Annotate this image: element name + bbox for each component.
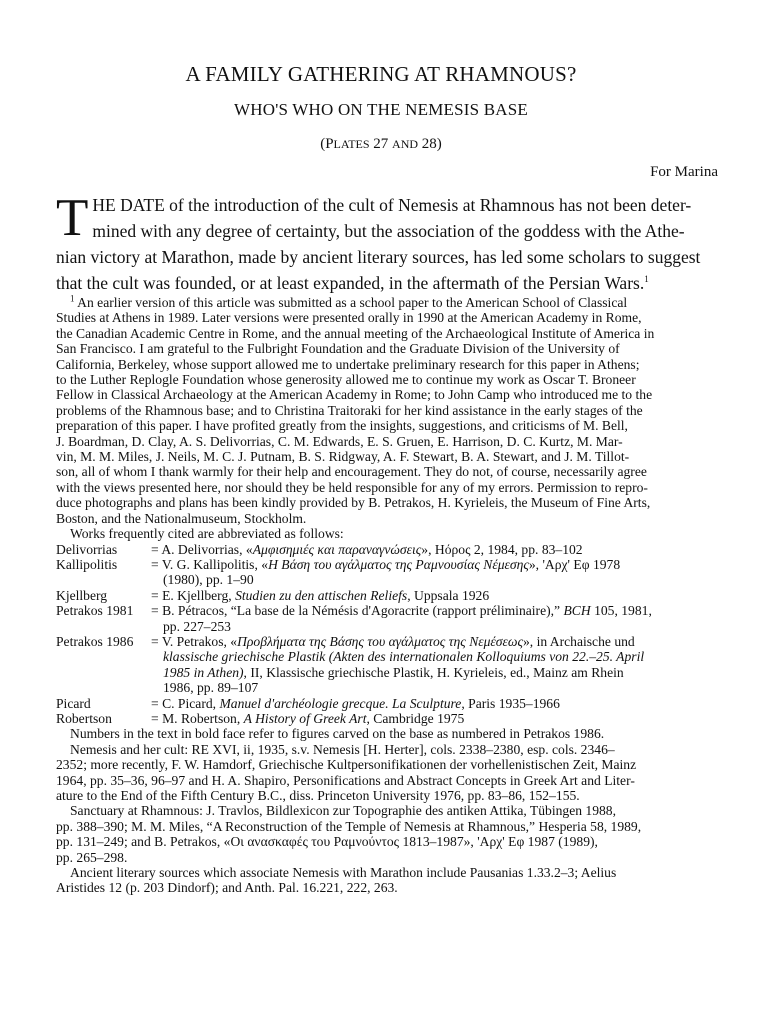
abbreviation-row [56, 696, 712, 711]
dedication: For Marina [650, 164, 718, 180]
footnote-line: preparation of this paper. I have profited greatly from the insights, suggestions, and criticisms of M. Bell, [56, 418, 628, 434]
footnote-paragraph-line: 1964, pp. 35–36, 96–97 and H. A. Shapiro, Personifications and Abstract Concepts in Greek Art and Liter- [56, 772, 635, 788]
intro-line-1: HE DATE of the introduction of the cult of Nemesis at Rhamnous has not been deter- [92, 195, 692, 215]
intro-line-4-text: that the cult was founded, or at least expanded, in the aftermath of the Persian Wars. [56, 273, 645, 293]
intro-line-2: mined with any degree of certainty, but the association of the goddess with the Athe- [92, 221, 685, 241]
abbreviation-row [56, 588, 712, 603]
abbreviation-italic: Η Βάση του αγάλματος της Ραμνουσίας Νέμεσης [268, 556, 529, 572]
abbreviation-italic: Manuel d'archéologie grecque. La Sculpture [219, 695, 462, 711]
plates-number-2: 28) [418, 136, 442, 152]
footnote-paragraph-line: 2352; more recently, F. W. Hamdorf, Griechische Kultpersonifikationen der vorhellenistischen Zeit, Mainz [56, 757, 637, 773]
abbreviation-text: , Cambridge 1975 [366, 710, 465, 726]
abbreviation-text: = C. Picard, [151, 695, 220, 711]
footnote-paragraph-line: Sanctuary at Rhamnous: J. Travlos, Bildlexicon zur Topographie des antiken Attika, Tübingen 1988, [70, 803, 617, 819]
abbreviation-row [56, 603, 712, 618]
abbreviation-value [151, 588, 712, 603]
abbreviation-value [151, 572, 712, 587]
footnote-paragraph-line: pp. 265–298. [56, 849, 128, 865]
abbreviation-italic: A History of Greek Art [243, 710, 367, 726]
plates-prefix: (P [320, 136, 334, 152]
abbreviation-text: = V. G. Kallipolitis, « [151, 556, 269, 572]
abbreviation-key [56, 619, 151, 634]
abbreviation-text: , II, Klassische griechische Plastik, H. Kyrieleis, ed., Mainz am Rhein [243, 664, 624, 680]
abbreviation-text: , Paris 1935–1966 [461, 695, 560, 711]
abbreviation-key: Petrakos 1981 [56, 603, 134, 619]
abbreviation-value [151, 634, 712, 649]
abbreviation-row [56, 619, 712, 634]
footnote-paragraph-line: pp. 131–249; and B. Petrakos, «Οι ανασκαφές του Ραμνούντος 1813–1987», 'Αρχ' Εφ 1987 (1989), [56, 834, 598, 850]
abbreviation-key [56, 665, 151, 680]
abbreviation-italic: 1985 in Athen) [163, 664, 244, 680]
footnote-paragraph-line: ature to the End of the Fifth Century B.C., diss. Princeton University 1976, pp. 83–86, 152–155. [56, 788, 580, 803]
footnote-line: problems of the Rhamnous base; and to Christina Traitoraki for her kind assistance in the early stages of the [56, 402, 643, 418]
abbreviation-italic: Προβλήματα της Βάσης του αγάλματος της Νεμέσεως [237, 633, 523, 649]
abbreviation-key [56, 649, 151, 664]
abbreviation-value [151, 542, 712, 557]
abbreviation-key: Kallipolitis [56, 556, 118, 572]
footnote-line: duce photographs and plans has been kindly provided by B. Petrakos, H. Kyrieleis, the Museum of Fine Arts, [56, 495, 651, 511]
plates-reference [0, 136, 762, 153]
drop-cap: T [56, 189, 89, 247]
abbreviation-row [56, 542, 712, 557]
footnote-paragraph-line: pp. 388–390; M. M. Miles, “A Reconstruction of the Temple of Nemesis at Rhamnous,” Hesperia 58, 1989, [56, 818, 642, 834]
abbreviation-text: , Uppsala 1926 [407, 587, 490, 603]
plates-number-1: 27 [369, 136, 393, 152]
plates-smallcaps-1: LATES [333, 137, 370, 151]
abbreviation-key [56, 572, 151, 587]
footnote-line [56, 295, 712, 310]
footnote-line: Fellow in Classical Archaeology at the American Academy in Rome; to John Camp who introduced me to the [56, 387, 653, 403]
article-title: A FAMILY GATHERING AT RHAMNOUS? [185, 62, 577, 86]
abbreviation-italic: Studien zu den attischen Reliefs [235, 587, 408, 603]
abbreviation-key: Kjellberg [56, 587, 108, 603]
abbreviation-value [151, 649, 712, 664]
plates-smallcaps-2: AND [392, 137, 419, 151]
footnote-paragraph-line: Ancient literary sources which associate Nemesis with Marathon include Pausanias 1.33.2–3; Aelius [70, 865, 617, 881]
abbreviation-row [56, 649, 712, 664]
abbreviation-text: », Ηόρος 2, 1984, pp. 83–102 [421, 541, 583, 557]
footnote-line: son, all of whom I thank warmly for their help and encouragement. They do not, of course, necessarily agree [56, 464, 647, 480]
abbreviation-value [151, 696, 712, 711]
footnote [56, 295, 712, 896]
abbreviations-list [56, 542, 712, 727]
intro-line-4 [56, 270, 710, 296]
abbreviation-text: », 'Αρχ' Εφ 1978 [528, 556, 621, 572]
abbreviation-row [56, 557, 712, 572]
abbreviation-italic: Αμφισημιές και παραναγνώσεις [252, 541, 422, 557]
abbreviation-value [151, 557, 712, 572]
footnote-line: vin, M. M. Miles, J. Neils, M. C. J. Putnam, B. S. Ridgway, A. F. Stewart, B. A. Stewart, and J. M. Tillot- [56, 449, 630, 465]
abbreviation-value [151, 711, 712, 726]
footnote-paragraph-line: Nemesis and her cult: RE XVI, ii, 1935, s.v. Nemesis [H. Herter], cols. 2338–2380, esp. cols. 2346– [70, 741, 615, 757]
footnote-line: J. Boardman, D. Clay, A. S. Delivorrias, C. M. Edwards, E. S. Gruen, E. Harrison, D. C. Kurtz, M. Mar- [56, 433, 623, 449]
footnote-paragraph-line: Aristides 12 (p. 203 Dindorf); and Anth. Pal. 16.221, 222, 263. [56, 880, 398, 896]
abbreviation-row [56, 711, 712, 726]
abbreviation-row [56, 572, 712, 587]
footnote-line-text: An earlier version of this article was submitted as a school paper to the American School of Classical [74, 295, 628, 310]
abbreviation-key [56, 680, 151, 695]
abbreviation-key: Delivorrias [56, 541, 118, 557]
intro-line-3: nian victory at Marathon, made by ancient literary sources, has led some scholars to suggest [56, 247, 701, 267]
abbreviation-text: », in Archaische und [522, 633, 635, 649]
abbreviations-intro: Works frequently cited are abbreviated as follows: [70, 526, 344, 542]
footnote-line: the Canadian Academic Centre in Rome, and the annual meeting of the Archaeological Institute of America in [56, 325, 655, 341]
abbreviation-key: Picard [56, 695, 91, 711]
abbreviation-italic: BCH [563, 603, 591, 619]
footnote-line: Studies at Athens in 1989. Later versions were presented orally in 1990 at the American Academy in Rome, [56, 310, 642, 326]
abbreviation-text: = V. Petrakos, « [151, 633, 238, 649]
abbreviation-key: Petrakos 1986 [56, 633, 134, 649]
abbreviation-value [151, 680, 712, 695]
article-subtitle: WHO'S WHO ON THE NEMESIS BASE [234, 100, 528, 119]
footnote-line: San Francisco. I am grateful to the Fulbright Foundation and the Graduate Division of the University of [56, 341, 620, 357]
footnote-paragraphs [56, 726, 712, 895]
abbreviation-text: (1980), pp. 1–90 [163, 572, 254, 588]
footnote-line: California, Berkeley, whose support allowed me to undertake preliminary research for this paper in Athens; [56, 356, 640, 372]
abbreviation-text: pp. 227–253 [163, 618, 231, 634]
abbreviation-text: = B. Pétracos, “La base de la Némésis d'Agoracrite (rapport préliminaire),” [151, 603, 564, 619]
intro-paragraph [56, 189, 710, 296]
abbreviation-text: = A. Delivorrias, « [151, 541, 253, 557]
footnote-line: to the Luther Replogle Foundation whose generosity allowed me to continue my work as Oscar T. Broneer [56, 372, 636, 388]
footnote-line: Boston, and the Nationalmuseum, Stockholm. [56, 510, 307, 526]
abbreviation-text: = E. Kjellberg, [151, 587, 236, 603]
footnote-line: with the views presented here, nor should they be held responsible for any of my errors. Permission to repro- [56, 479, 648, 495]
abbreviation-value [151, 665, 712, 680]
footnote-paragraph-line: Numbers in the text in bold face refer to figures carved on the base as numbered in Petrakos 1986. [70, 726, 605, 742]
abbreviation-key: Robertson [56, 710, 112, 726]
footnote-reference[interactable]: 1 [644, 274, 649, 285]
abbreviation-row [56, 665, 712, 680]
abbreviation-value [151, 603, 712, 618]
abbreviation-value [151, 619, 712, 634]
abbreviation-text: = M. Robertson, [151, 710, 244, 726]
abbreviation-row [56, 634, 712, 649]
footnote-marker: 1 [70, 293, 75, 304]
abbreviation-text: 1986, pp. 89–107 [163, 680, 259, 696]
abbreviation-text: 105, 1981, [590, 603, 652, 619]
abbreviation-italic: klassische griechische Plastik (Akten des internationalen Kolloquiums von 22.–25. April [163, 649, 645, 665]
abbreviation-row [56, 680, 712, 695]
